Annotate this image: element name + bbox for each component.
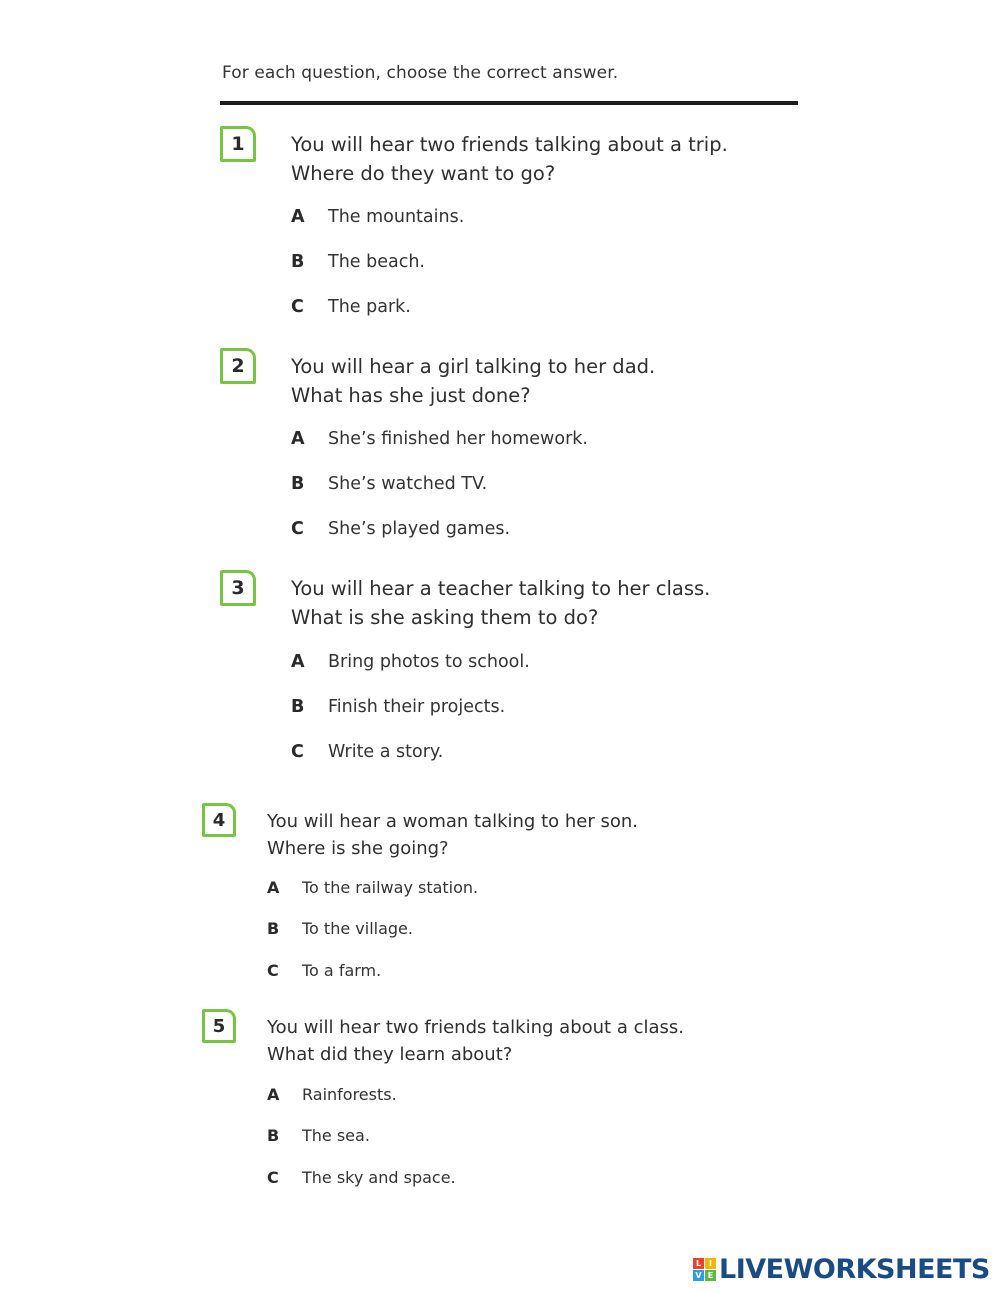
question-line-1: You will hear a woman talking to her son.	[267, 811, 638, 832]
question-line-1: You will hear two friends talking about a trip.	[291, 133, 728, 156]
logo-tile-e: E	[705, 1270, 716, 1281]
question-line-2: What did they learn about?	[267, 1044, 513, 1065]
option-letter: A	[267, 1085, 280, 1104]
question-text	[267, 808, 638, 862]
option-text: The sky and space.	[302, 1168, 456, 1187]
question-number-badge: 4	[202, 803, 236, 837]
question-line-1: You will hear a girl talking to her dad.	[291, 355, 656, 378]
option-text: To the village.	[302, 919, 413, 938]
question-text	[291, 574, 710, 632]
option-text: Rainforests.	[302, 1085, 397, 1104]
logo-tile-i: I	[705, 1258, 716, 1269]
option-letter: B	[291, 474, 305, 494]
option-text: To a farm.	[302, 961, 382, 980]
option-text: The sea.	[302, 1126, 370, 1145]
option-letter: B	[291, 697, 305, 717]
question-line-1: You will hear a teacher talking to her class.	[291, 577, 711, 600]
question-line-1: You will hear two friends talking about a class.	[267, 1017, 684, 1038]
divider-rule	[220, 101, 798, 105]
logo-tile-l: L	[693, 1258, 704, 1269]
question-line-2: Where is she going?	[267, 838, 449, 859]
option-text: Write a story.	[328, 742, 444, 762]
question-line-2: What has she just done?	[291, 384, 531, 407]
option-text: Finish their projects.	[328, 697, 506, 717]
option-letter: B	[267, 1126, 280, 1145]
option-letter: A	[291, 652, 305, 672]
question-text	[291, 352, 655, 410]
question-number-badge: 1	[220, 126, 256, 162]
logo-tile-v: V	[693, 1270, 704, 1281]
option-letter: C	[291, 519, 304, 539]
question-line-2: What is she asking them to do?	[291, 606, 599, 629]
question-number-badge: 2	[220, 348, 256, 384]
option-letter: A	[291, 429, 305, 449]
question-number-badge: 5	[202, 1009, 236, 1043]
option-text: The beach.	[328, 252, 425, 272]
option-letter: B	[267, 919, 280, 938]
option-text: She’s watched TV.	[328, 474, 488, 494]
option-text: To the railway station.	[302, 878, 479, 897]
logo-wordmark: LIVEWORKSHEETS	[719, 1253, 990, 1285]
option-letter: A	[291, 207, 305, 227]
option-letter: C	[267, 961, 279, 980]
option-text: She’s finished her homework.	[328, 429, 588, 449]
question-text	[267, 1014, 684, 1068]
option-text: She’s played games.	[328, 519, 511, 539]
option-letter: C	[267, 1168, 279, 1187]
option-text: The mountains.	[328, 207, 465, 227]
liveworksheets-logo	[693, 1254, 990, 1284]
option-text: The park.	[328, 297, 411, 317]
option-letter: A	[267, 878, 280, 897]
option-text: Bring photos to school.	[328, 652, 530, 672]
question-number-badge: 3	[220, 570, 256, 606]
instructions: For each question, choose the correct answer.	[222, 63, 619, 83]
option-letter: C	[291, 742, 304, 762]
question-line-2: Where do they want to go?	[291, 162, 556, 185]
logo-grid-icon	[693, 1258, 716, 1281]
option-letter: C	[291, 297, 304, 317]
question-text	[291, 130, 728, 188]
option-letter: B	[291, 252, 305, 272]
